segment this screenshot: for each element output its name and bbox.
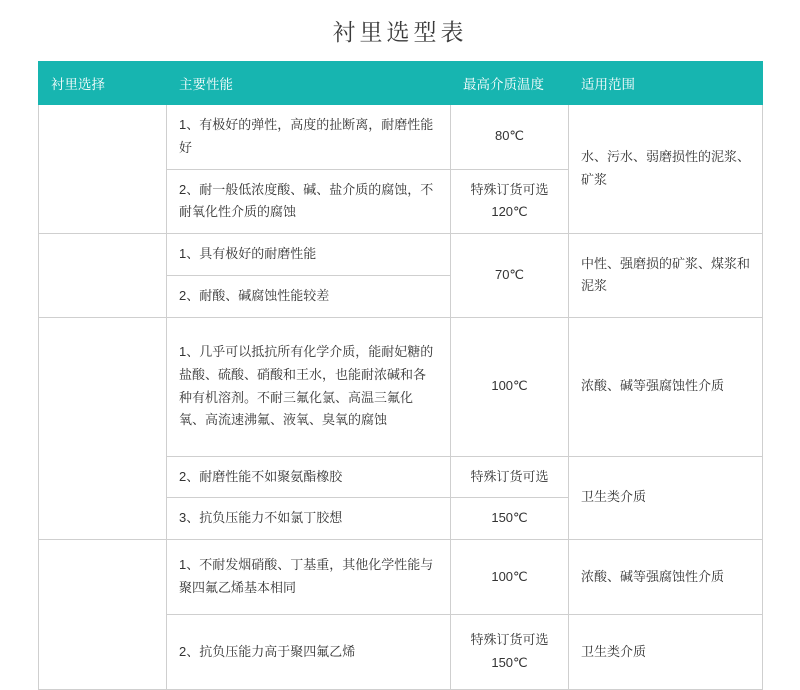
material-name-line1: 氯丁橡胶: [75, 149, 130, 165]
lining-selection-table: [38, 61, 763, 690]
scope-cell: 浓酸、碱等强腐蚀性介质: [569, 317, 763, 456]
performance-cell: 2、耐一般低浓度酸、碱、盐介质的腐蚀，不耐氧化性介质的腐蚀: [167, 169, 451, 234]
temperature-cell: 100℃: [451, 317, 569, 456]
performance-cell: 1、具有极好的耐磨性能: [167, 234, 451, 276]
temperature-cell: 100℃: [451, 540, 569, 615]
material-name-line2: （Polyurethane）: [51, 279, 158, 295]
lining-selection-table-wrapper: [38, 61, 762, 690]
material-cell-neoprene: [39, 105, 167, 234]
temperature-cell: [451, 169, 569, 234]
material-cell-jpefe: [39, 317, 167, 540]
material-name-line2: （JPEFE）: [67, 432, 137, 448]
temperature-cell: 80℃: [451, 105, 569, 170]
scope-cell: 卫生类介质: [569, 615, 763, 690]
temperature-cell: [451, 615, 569, 690]
temperature-note: 特殊订货可选: [470, 632, 549, 648]
page-title: 衬里选型表: [332, 19, 468, 45]
performance-cell: 1、不耐发烟硝酸、丁基重，其他化学性能与聚四氟乙烯基本相同: [167, 540, 451, 615]
material-name-line2: （Neoprene）: [59, 173, 146, 188]
material-name-line1: 聚氨酯橡胶: [68, 255, 137, 271]
column-header-lining-choice: 衬里选择: [39, 62, 167, 105]
temperature-cell: 70℃: [451, 234, 569, 318]
column-header-applicable-scope: 适用范围: [569, 62, 763, 105]
material-cell-f46: [39, 540, 167, 690]
temperature-cell: 特殊订货可选: [451, 456, 569, 498]
column-header-max-media-temperature: 最高介质温度: [451, 62, 569, 105]
scope-cell: 卫生类介质: [569, 456, 763, 540]
temperature-value: 150℃: [491, 655, 528, 670]
scope-cell: 中性、强磨损的矿浆、煤浆和泥浆: [569, 234, 763, 318]
table-body: [39, 105, 763, 690]
temperature-value: 120℃: [491, 204, 528, 220]
temperature-note: 特殊订货可选: [470, 181, 549, 197]
temperature-cell: 150℃: [451, 498, 569, 540]
scope-cell: 水、污水、弱磨损性的泥浆、矿浆: [569, 105, 763, 234]
table-row: [39, 317, 763, 456]
performance-cell: 1、有极好的弹性，高度的扯断离，耐磨性能好: [167, 105, 451, 170]
table-row: [39, 540, 763, 615]
table-header-row: [39, 62, 763, 105]
material-cell-polyurethane: [39, 234, 167, 318]
table-header: [39, 62, 763, 105]
material-name-line1: 聚四氟乙烯: [68, 408, 137, 424]
performance-cell: 2、抗负压能力高于聚四氟乙烯: [167, 615, 451, 690]
performance-cell: 3、抗负压能力不如氯丁胶想: [167, 498, 451, 540]
material-name-line2: （F46）: [77, 618, 128, 634]
material-name-line1: 聚全氟乙丙烯: [62, 594, 143, 610]
column-header-main-performance: 主要性能: [167, 62, 451, 105]
performance-cell: 2、耐磨性能不如聚氨酯橡胶: [167, 456, 451, 498]
table-row: [39, 234, 763, 276]
performance-cell: 1、几乎可以抵抗所有化学介质，能耐妃糖的盐酸、硫酸、硝酸和王水，也能耐浓碱和各种有机溶剂。不耐三氟化氯、高温三氟化氧、高流速沸氟、液氧、臭氧的腐蚀: [167, 317, 451, 456]
scope-cell: 浓酸、碱等强腐蚀性介质: [569, 540, 763, 615]
performance-cell: 2、耐酸、碱腐蚀性能较差: [167, 275, 451, 317]
